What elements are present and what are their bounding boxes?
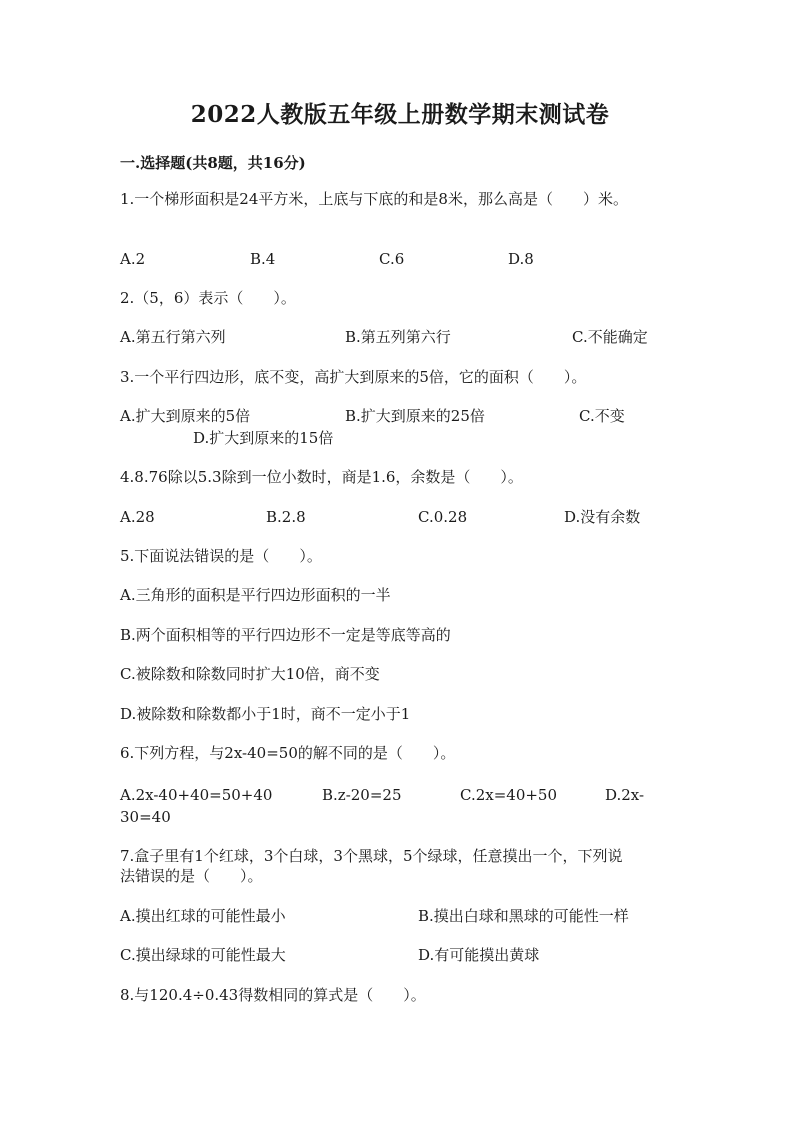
option: A.2x-40+40=50+40 (120, 786, 273, 804)
option: B.z-20=25 (322, 786, 402, 804)
option: D.有可能摸出黄球 (418, 946, 540, 964)
option: C.0.28 (418, 508, 468, 526)
option: C.不能确定 (572, 328, 648, 346)
section-heading: 一.选择题(共8题，共16分) (120, 154, 306, 172)
option: B.第五列第六行 (345, 328, 451, 346)
option: C.不变 (579, 407, 625, 425)
question-stem: 6.下列方程，与2x-40=50的解不同的是（ ）。 (120, 744, 456, 762)
question-stem: 3.一个平行四边形，底不变，高扩大到原来的5倍，它的面积（ ）。 (120, 368, 587, 386)
option: A.三角形的面积是平行四边形面积的一半 (120, 586, 391, 604)
option: A.28 (120, 508, 155, 526)
option: C.摸出绿球的可能性最大 (120, 946, 286, 964)
question-stem: 5.下面说法错误的是（ ）。 (120, 547, 322, 565)
option: C.被除数和除数同时扩大10倍，商不变 (120, 665, 380, 683)
option: D.扩大到原来的15倍 (193, 429, 334, 447)
option: A.扩大到原来的5倍 (120, 407, 251, 425)
option: D.8 (508, 250, 534, 268)
question-stem: 8.与120.4÷0.43得数相同的算式是（ ）。 (120, 986, 426, 1004)
question-stem: 4.8.76除以5.3除到一位小数时，商是1.6，余数是（ ）。 (120, 468, 523, 486)
option: B.两个面积相等的平行四边形不一定是等底等高的 (120, 626, 451, 644)
option: D.没有余数 (564, 508, 641, 526)
question-stem: 2.（5，6）表示（ ）。 (120, 289, 296, 307)
question-stem: 7.盒子里有1个红球，3个白球，3个黑球，5个绿球，任意摸出一个，下列说 (120, 847, 623, 865)
question-stem-continuation: 法错误的是（ ）。 (120, 867, 263, 885)
option: D.被除数和除数都小于1时，商不一定小于1 (120, 705, 411, 723)
option: D.2x- (605, 786, 645, 804)
page-title: 2022人教版五年级上册数学期末测试卷 (190, 101, 610, 128)
option: A.2 (120, 250, 146, 268)
option-continuation: 30=40 (120, 808, 171, 826)
option: B.4 (250, 250, 276, 268)
option: A.摸出红球的可能性最小 (120, 907, 286, 925)
option: C.2x=40+50 (460, 786, 558, 804)
option: B.扩大到原来的25倍 (345, 407, 485, 425)
question-stem: 1.一个梯形面积是24平方米，上底与下底的和是8米，那么高是（ ）米。 (120, 190, 628, 208)
option: A.第五行第六列 (120, 328, 226, 346)
option: C.6 (379, 250, 405, 268)
option: B.摸出白球和黑球的可能性一样 (418, 907, 629, 925)
option: B.2.8 (266, 508, 306, 526)
